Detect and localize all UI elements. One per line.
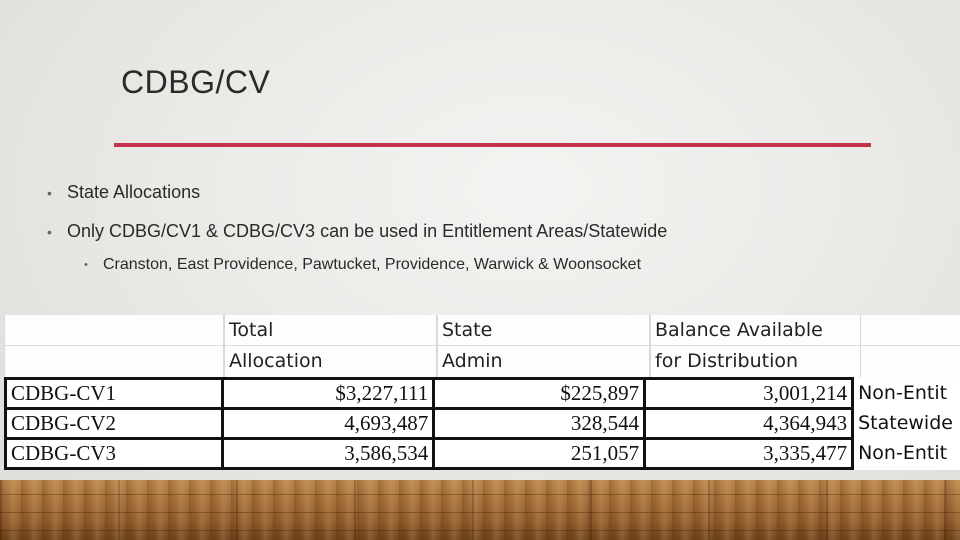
wood-floor-decoration [0,480,960,540]
row-label: CDBG-CV3 [6,439,223,469]
allocation-table [4,315,960,481]
cell-admin: 251,057 [434,439,645,469]
allocation-data-table [4,377,960,470]
bullet-state-allocations: • State Allocations [47,182,667,203]
header-balance-line2: for Distribution [655,350,799,372]
floor-seam [0,512,960,513]
table-row [6,379,959,409]
bullet-list [47,182,667,242]
table-row [6,439,959,469]
row-label: CDBG-CV2 [6,409,223,439]
header-admin-line1: State [442,319,493,341]
cell-balance: 4,364,943 [645,409,853,439]
slide-title: CDBG/CV [121,64,271,100]
cell-note: Statewide [858,412,953,434]
cell-total: 4,693,487 [223,409,434,439]
header-blank-cell [4,315,224,377]
cell-admin: $225,897 [434,379,645,409]
cell-balance: 3,001,214 [645,379,853,409]
header-state-admin [437,315,650,377]
row-label: CDBG-CV1 [6,379,223,409]
cell-note: Non-Entit [858,382,948,404]
header-total-allocation [224,315,437,377]
cell-balance: 3,335,477 [645,439,853,469]
header-balance-available [650,315,861,377]
sub-bullet-cities: • Cranston, East Providence, Pawtucket, Providence, Warwick & Woonsocket [84,256,641,274]
cell-admin: 328,544 [434,409,645,439]
header-total-line2: Allocation [229,350,323,372]
header-admin-line2: Admin [442,350,503,372]
cell-note: Non-Entit [858,442,948,464]
title-underline [114,143,871,147]
header-total-line1: Total [229,319,274,341]
cell-total: 3,586,534 [223,439,434,469]
floor-seam [0,494,960,495]
header-balance-line1: Balance Available [655,319,823,341]
cell-total: $3,227,111 [223,379,434,409]
floor-seam [0,530,960,531]
table-row [6,409,959,439]
bullet-entitlement-areas: • Only CDBG/CV1 & CDBG/CV3 can be used in Entitlement Areas/Statewide [47,221,667,242]
